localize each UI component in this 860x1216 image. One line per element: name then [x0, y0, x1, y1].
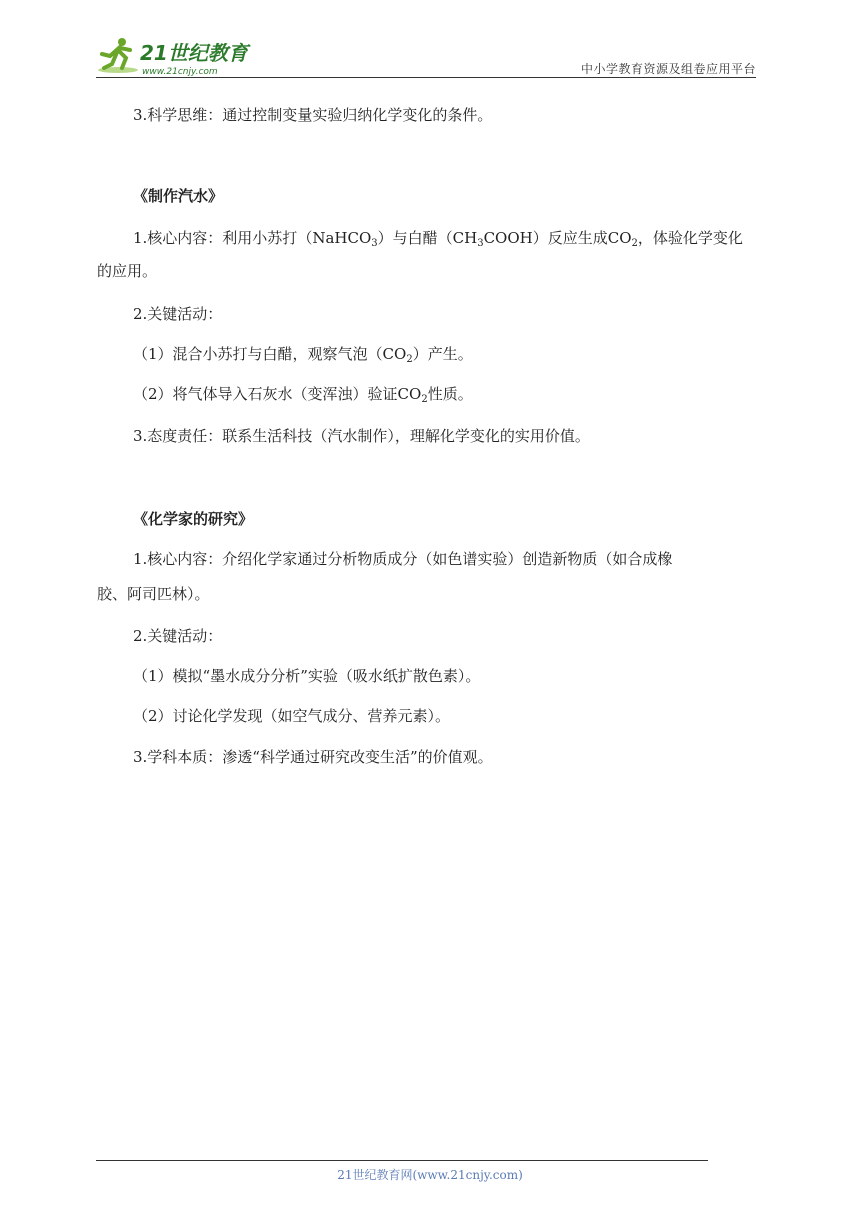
chemist-key-label: 2.关键活动：	[133, 627, 223, 645]
header-tagline: 中小学教育资源及组卷应用平台	[580, 62, 756, 76]
soda-attitude: 3.态度责任：联系生活科技（汽水制作），理解化学变化的实用价值。	[133, 427, 590, 445]
footer-divider	[96, 1160, 708, 1161]
chemist-activity-1: （1）模拟“墨水成分分析”实验（吸水纸扩散色素）。	[133, 667, 481, 685]
soda-key-label: 2.关键活动：	[133, 305, 223, 323]
footer-link[interactable]: 21世纪教育网(www.21cnjy.com)	[337, 1168, 523, 1182]
intro-line: 3.科学思维：通过控制变量实验归纳化学变化的条件。	[133, 106, 493, 124]
chemist-activity-2: （2）讨论化学发现（如空气成分、营养元素）。	[133, 707, 451, 725]
chemist-core-content: 1.核心内容：介绍化学家通过分析物质成分（如色谱实验）创造新物质（如合成橡	[133, 550, 673, 568]
runner-logo-icon	[96, 34, 256, 78]
chemist-essence: 3.学科本质：渗透“科学通过研究改变生活”的价值观。	[133, 748, 493, 766]
logo-text: 21世纪教育	[140, 41, 248, 65]
soda-core-content: 1.核心内容：利用小苏打（NaHCO$_3$）与白醋$(CH_3COOH)$反应生成$CO_2$，体验化学变化	[133, 229, 743, 249]
soda-core-content-cont: 的应用。	[97, 262, 158, 280]
soda-activity-2: （2）将气体导入石灰水（变浑浊）验证$CO_2$性质。	[133, 385, 473, 405]
section-title-chemist: 《化学家的研究》	[133, 510, 254, 528]
header-divider	[96, 77, 756, 78]
logo-url: www.21cnjy.com	[142, 67, 218, 77]
section-title-soda: 《制作汽水》	[133, 187, 224, 205]
chemist-core-content-cont: 胶、阿司匹林）。	[97, 585, 210, 603]
soda-activity-1: （1）混合小苏打与白醋，观察气泡$(CO_2)$产生。	[133, 345, 473, 365]
